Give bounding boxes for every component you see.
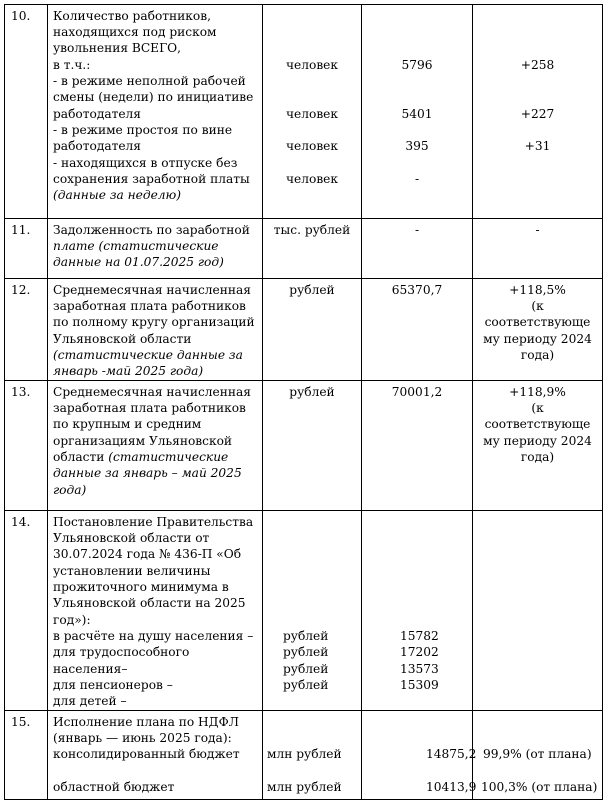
unit-cell: тыс. рублей — [273, 223, 351, 237]
change-cell: +258 +227 +31 — [520, 58, 555, 153]
indicator-cell: Постановление Правительства Ульяновской области от 30.07.2024 года № 436-П «Об установлении величины прожиточного минимума в Ульяновской области на 2025 год»): в расчёте на душу населения – для трудоспособного населения– для пенсионеров – для детей – — [53, 515, 254, 708]
row-number: 12. — [11, 283, 31, 297]
change-cell: 99,9% (от плана) 100,3% (от плана) — [481, 747, 598, 794]
table-row-13 — [5, 381, 602, 511]
table-row-11 — [5, 219, 602, 279]
change-cell: - — [535, 223, 540, 237]
unit-cell: рублей — [289, 283, 335, 297]
unit-cell: человек человек человек человек — [285, 58, 339, 186]
indicator-cell: Количество работников, находящихся под риском увольнения ВСЕГО, в т.ч.: - в режиме неполной рабочей смены (недели) по инициативе работодателя - в режиме простоя по вине работодателя - находящихся в отпуске без сохранения заработной платы (данные за неделю) — [53, 9, 254, 202]
unit-cell: млн рублей млн рублей — [267, 747, 342, 794]
indicator-cell: Среднемесячная начисленная заработная плата работников по полному кругу организаций Ульяновской области (статистические данные за январь -май 2025 года) — [53, 283, 255, 378]
row-number: 10. — [11, 9, 31, 23]
value-cell: 5796 5401 395 - — [401, 58, 433, 186]
value-cell: 14875,2 10413,9 — [426, 747, 477, 794]
change-cell — [473, 511, 602, 710]
unit-cell: рублей рублей рублей рублей — [283, 629, 329, 692]
change-cell: +118,5% (к соответствующе му периоду 2024 года) — [483, 283, 592, 362]
table-row-12 — [5, 279, 602, 381]
change-cell: +118,9% (к соответствующе му периоду 2024 года) — [483, 385, 592, 464]
row-number: 11. — [11, 223, 31, 237]
row-number: 13. — [11, 385, 31, 399]
row-number: 15. — [11, 715, 31, 729]
value-cell: 70001,2 — [391, 385, 443, 399]
value-cell: 15782 17202 13573 15309 — [400, 629, 439, 692]
indicator-cell: Исполнение плана по НДФЛ (январь — июнь 2025 года): консолидированный бюджет областной бюджет — [53, 715, 240, 794]
indicator-cell: Задолженность по заработной плате (статистические данные на 01.07.2025 год) — [53, 223, 250, 269]
indicator-cell: Среднемесячная начисленная заработная плата работников по крупным и средним организациям Ульяновской области (статистические данные за январь – май 2025 года) — [53, 385, 251, 497]
value-cell: 65370,7 — [391, 283, 443, 297]
unit-cell: рублей — [289, 385, 335, 399]
table-row-14 — [5, 511, 602, 711]
row-number: 14. — [11, 515, 31, 529]
data-table — [4, 4, 603, 800]
value-cell: - — [414, 223, 420, 237]
indicator-plain-part: области — [53, 450, 109, 464]
table-row-15 — [5, 711, 602, 800]
table-row-10 — [5, 5, 602, 219]
